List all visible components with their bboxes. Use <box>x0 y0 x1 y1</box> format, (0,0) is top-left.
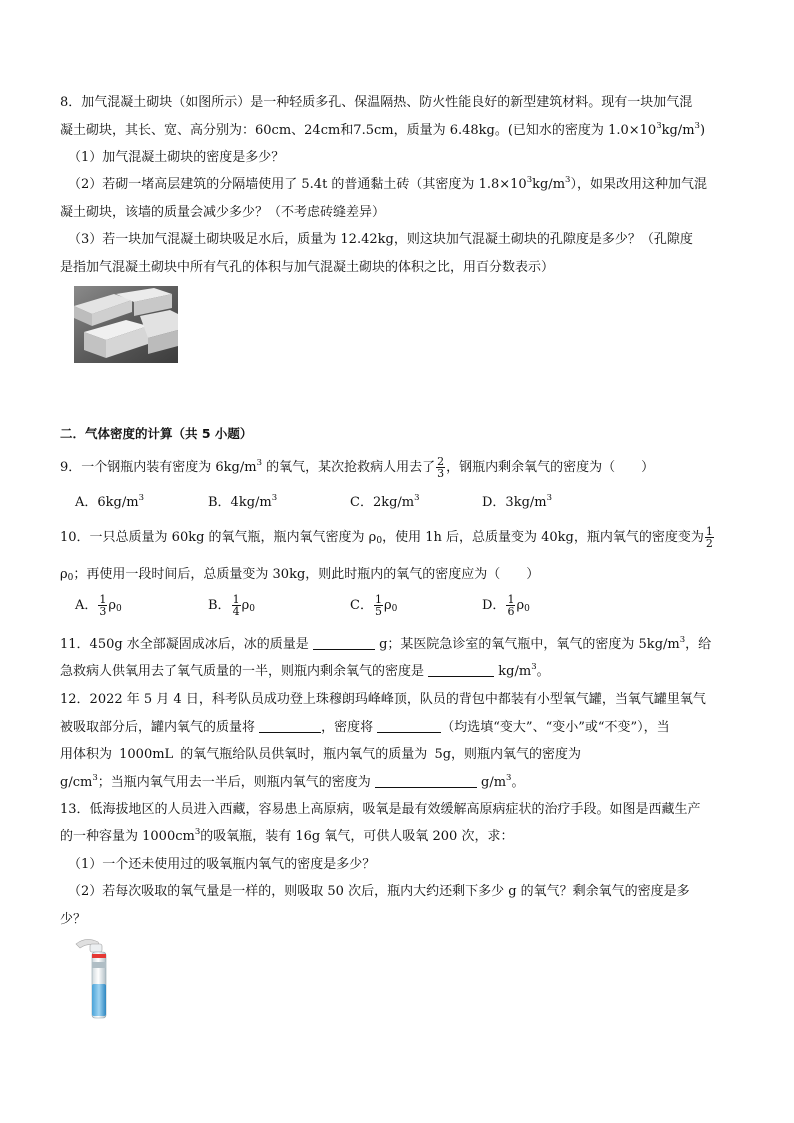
q9-option-a[interactable]: A．$6kg/m^3$ <box>75 493 144 510</box>
q8-sub3-line2: 是指加气混凝土砌块中所有气孔的体积与加气混凝土砌块的体积之比，用百分数表示） <box>60 260 555 275</box>
q9-option-d[interactable]: D．$3kg/m^3$ <box>482 493 553 510</box>
q13-sub2-line1: （2）若每次吸取的氧气量是一样的，则吸取 50 次后，瓶内大约还剩下多少 g 的氧气？剩余氧气的密度是多 <box>68 884 690 899</box>
q10-option-a[interactable]: A． $\frac{1}{3}$ ρ0 <box>75 593 122 618</box>
concrete-blocks-image <box>74 286 178 363</box>
q9-option-c[interactable]: C．$2kg/m^3$ <box>350 493 420 510</box>
q13-sub2-line2: 少？ <box>60 912 87 927</box>
q11-blank-1[interactable] <box>313 636 375 650</box>
q10-stem-line1: 10．一只总质量为 60kg 的氧气瓶，瓶内氧气密度为 ρ0，使用 1h 后，总质量变为 40kg，瓶内氧气的密度变为 $\frac{1}{2}$ <box>60 525 713 550</box>
q11-blank-2[interactable] <box>428 663 494 677</box>
q8-line1: 8．加气混凝土砌块（如图所示）是一种轻质多孔、保温隔热、防火性能良好的新型建筑材料。现有一块加气混 <box>60 95 693 110</box>
q8-sub3-line1: （3）若一块加气混凝土砌块吸足水后，质量为 12.42kg，则这块加气混凝土砌块的孔隙度是多少？（孔隙度 <box>68 232 693 247</box>
q10-option-b[interactable]: B． $\frac{1}{4}$ ρ0 <box>208 593 255 618</box>
q10-option-d[interactable]: D． $\frac{1}{6}$ ρ0 <box>482 593 530 618</box>
q10-fraction: $\frac{1}{2}$ <box>705 525 713 550</box>
q12-line4: $g/cm^3$；当瓶内氧气用去一半后，则瓶内氧气的密度为 $g/m^3$。 <box>60 773 525 790</box>
q8-sub2-line1: （2）若砌一堵高层建筑的分隔墙使用了 5.4t 的普通黏土砖（其密度为 $1.8\times 10^3kg/m^3$），如果改用这种加气混 <box>68 175 707 192</box>
q8-sub2-line2: 凝土砌块，该墙的质量会减少多少？（不考虑砖缝差异） <box>60 205 386 220</box>
q11-line2: 急救病人供氧用去了氧气质量的一半，则瓶内剩余氧气的密度是 $kg/m^3$。 <box>60 662 550 679</box>
section-heading: 二．气体密度的计算（共 5 小题） <box>60 426 253 441</box>
q12-blank-1[interactable] <box>259 719 321 733</box>
q11-line1: 11．450g 水全部凝固成冰后，冰的质量是 g；某医院急诊室的氧气瓶中，氧气的密度为 $5kg/m^3$，给 <box>60 635 712 652</box>
q12-line2: 被吸取部分后，罐内氧气的质量将 ，密度将 （均选填“变大”、“变小”或“不变”），当 <box>60 720 670 735</box>
q12-blank-3[interactable] <box>375 774 477 788</box>
q13-line1: 13．低海拔地区的人员进入西藏，容易患上高原病，吸氧是最有效缓解高原病症状的治疗手段。如图是西藏生产 <box>60 802 701 817</box>
oxygen-bottle-image <box>72 936 112 1020</box>
q10-option-c[interactable]: C． $\frac{1}{5}$ ρ0 <box>350 593 398 618</box>
q9-fraction: $\frac{2}{3}$ <box>437 455 445 480</box>
q9-stem: 9．一个钢瓶内装有密度为 $6kg/m^3$ 的氧气，某次抢救病人用去了 $\frac{2}{3}$ ，钢瓶内剩余氧气的密度为（ ） <box>60 455 655 480</box>
q12-line1: 12．2022 年 5 月 4 日，科考队员成功登上珠穆朗玛峰峰顶，队员的背包中都装有小型氧气罐，当氧气罐里氧气 <box>60 692 706 707</box>
q13-sub1: （1）一个还未使用过的吸氧瓶内氧气的密度是多少？ <box>68 857 376 872</box>
q10-stem-line2: ρ0；再使用一段时间后，总质量变为 30kg，则此时瓶内的氧气的密度应为（ ） <box>60 567 540 583</box>
q8-line2: 凝土砌块，其长、宽、高分别为：60cm、24cm和7.5cm，质量为 6.48kg。(已知水的密度为 $1.0\times 10^3kg/m^3$) <box>60 121 706 138</box>
q12-line3: 用体积为 1000mL 的氧气瓶给队员供氧时，瓶内氧气的质量为 5g，则瓶内氧气的密度为 <box>60 747 582 762</box>
q13-line2: 的一种容量为 $1000cm^3$的吸氧瓶，装有 16g 氧气，可供人吸氧 200 次，求： <box>60 827 514 844</box>
q12-blank-2[interactable] <box>377 719 441 733</box>
q9-option-b[interactable]: B．$4kg/m^3$ <box>208 493 278 510</box>
q8-sub1: （1）加气混凝土砌块的密度是多少？ <box>68 150 285 165</box>
